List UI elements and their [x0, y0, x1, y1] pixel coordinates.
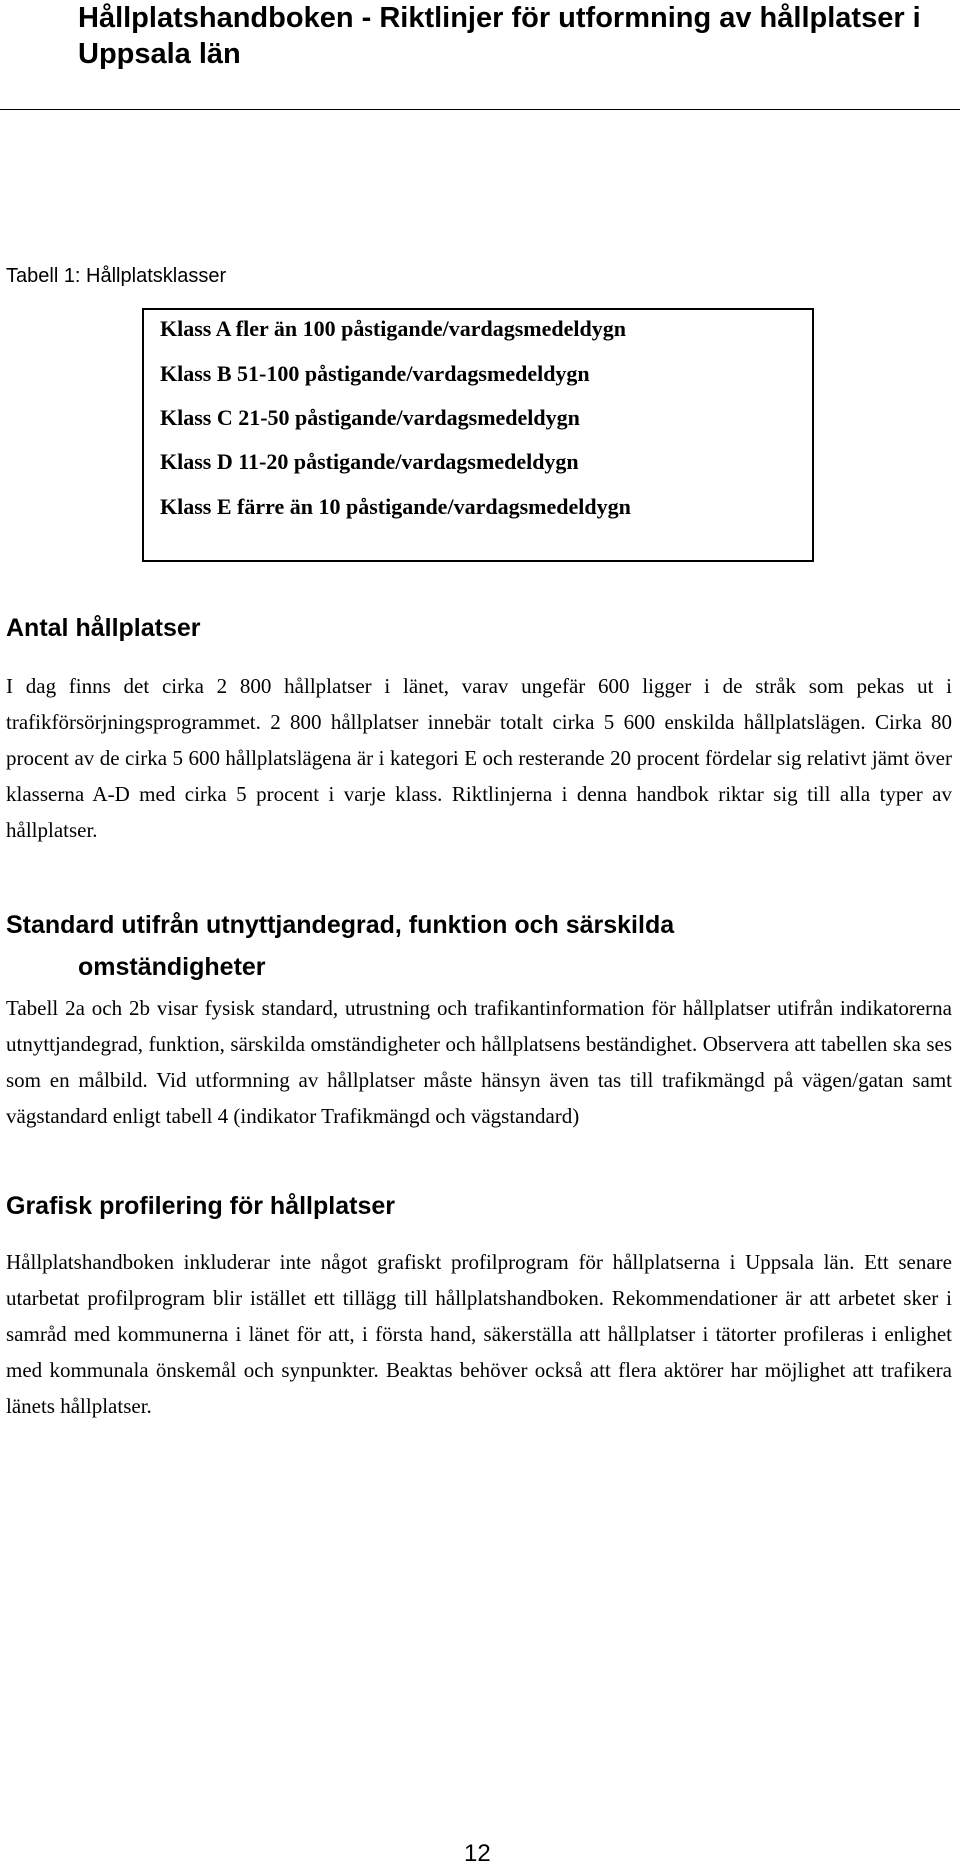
- paragraph-grafisk: Hållplatshandboken inkluderar inte något grafiskt profilprogram för hållplatserna i Uppsala län. Ett senare utarbetat profilprogram blir istället ett tillägg till hållplatshandboken. Rekommendationer är att arbetet sker i samråd med kommunerna i länet för att, i första hand, säkerställa att hållplatser i tätorter profileras i enlighet med kommunala önskemål och synpunkter. Beaktas behöver också att flera aktörer har möjlighet att trafikera länets hållplatser.: [6, 1250, 952, 1418]
- header-divider: [0, 109, 960, 110]
- paragraph-standard: Tabell 2a och 2b visar fysisk standard, utrustning och trafikantinformation för hållplatser utifrån indikatorerna utnyttjandegrad, funktion, särskilda omständigheter och hållplatsens beständighet. Observera att tabellen ska ses som en målbild. Vid utformning av hållplatser måste hänsyn även tas till trafikmängd på vägen/gatan samt vägstandard enligt tabell 4 (indikator Trafikmängd och vägstandard): [6, 996, 952, 1128]
- table-row: Klass E färre än 10 påstigande/vardagsmedeldygn: [160, 494, 631, 519]
- table-row: Klass A fler än 100 påstigande/vardagsmedeldygn: [160, 316, 626, 341]
- section-heading-grafisk: Grafisk profilering för hållplatser: [6, 1192, 395, 1220]
- table-row: Klass B 51-100 påstigande/vardagsmedeldygn: [160, 361, 590, 386]
- heading-line-1: Standard utifrån utnyttjandegrad, funktion och särskilda: [6, 911, 675, 939]
- page-number: 12: [464, 1840, 491, 1867]
- table-row: Klass D 11-20 påstigande/vardagsmedeldygn: [160, 449, 579, 474]
- document-title: Hållplatshandboken - Riktlinjer för utformning av hållplatser i Uppsala län: [78, 2, 921, 70]
- paragraph-antal: I dag finns det cirka 2 800 hållplatser i länet, varav ungefär 600 ligger i de stråk som pekas ut i trafikförsörjningsprogrammet. 2 800 hållplatser innebär totalt cirka 5 600 enskilda hållplatslägen. Cirka 80 procent av de cirka 5 600 hållplatslägena är i kategori E och resterande 20 procent fördelar sig relativt jämt över klasserna A-D med cirka 5 procent i varje klass. Riktlinjerna i denna handbok riktar sig till alla typer av hållplatser.: [6, 674, 952, 842]
- stop-class-table: [142, 308, 814, 562]
- heading-line-2: omständigheter: [78, 953, 266, 981]
- section-heading-antal: Antal hållplatser: [6, 614, 201, 642]
- table-row: Klass C 21-50 påstigande/vardagsmedeldygn: [160, 405, 580, 430]
- section-heading-standard: [6, 904, 674, 988]
- table-caption: Tabell 1: Hållplatsklasser: [6, 265, 227, 287]
